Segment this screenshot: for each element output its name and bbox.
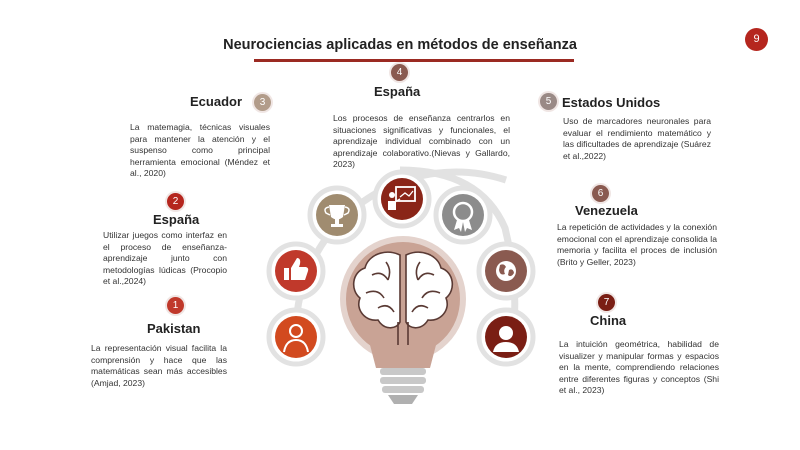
thumbs-up-icon xyxy=(269,244,323,298)
item-7-country: China xyxy=(590,313,627,328)
item-4-description: Los procesos de enseñanza centrarlos en situaciones significativas y funcionales, el aprendizaje individual combinado con un aprendizaje colaborativo.(Nievas y Gallardo, 2023) xyxy=(333,113,510,170)
item-7-description: La intuición geométrica, habilidad de visualizer y manipular formas y espacios en la mente, comprendiendo relaciones entre diferentes figuras y conceptos (Shi et al., 2023) xyxy=(559,339,719,396)
person-icon xyxy=(269,310,323,364)
trophy-icon xyxy=(310,188,364,242)
item-4-country: España xyxy=(374,84,421,99)
item-1-description: La representación visual facilita la comprensión y hace que las matemáticas sean más accesibles (Amjad, 2023) xyxy=(91,343,227,388)
page-number-badge: 9 xyxy=(745,28,768,51)
item-5-description: Uso de marcadores neuronales para evaluar el rendimiento matemático y las dificultades de aprendizaje (Suárez et al.,2022) xyxy=(563,116,711,161)
item-3-number-badge: 3 xyxy=(254,94,271,111)
item-6-number-badge: 6 xyxy=(592,185,609,202)
item-2-country: España xyxy=(153,212,200,227)
item-1-country: Pakistan xyxy=(147,321,201,336)
item-3-description: La matemagia, técnicas visuales para mantener la atención y el suspenso como principal herramienta emocional (Méndez et al., 2020) xyxy=(130,122,270,179)
item-2-number-badge: 2 xyxy=(167,193,184,210)
teacher-board-icon xyxy=(375,172,429,226)
item-6-country: Venezuela xyxy=(575,203,638,218)
item-7-number-badge: 7 xyxy=(598,294,615,311)
item-5-number-badge: 5 xyxy=(540,93,557,110)
light-bulb xyxy=(343,239,463,404)
slide-title: Neurociencias aplicadas en métodos de enseñanza xyxy=(223,37,577,53)
item-1-number-badge: 1 xyxy=(167,297,184,314)
item-4-number-badge: 4 xyxy=(391,64,408,81)
award-medal-icon xyxy=(436,188,490,242)
item-2-description: Utilizar juegos como interfaz en el proceso de enseñanza-aprendizaje junto con metodologías lúdicas (Procopio et al.,2024) xyxy=(103,230,227,287)
item-3-country: Ecuador xyxy=(190,94,243,109)
item-6-description: La repetición de actividades y la conexión emocional con el aprendizaje consolida la memoria y facilita el proces de inclusión (Brito y Geller, 2023) xyxy=(557,222,717,267)
student-icon xyxy=(479,310,533,364)
globe-icon xyxy=(479,244,533,298)
item-5-country: Estados Unidos xyxy=(562,95,661,110)
